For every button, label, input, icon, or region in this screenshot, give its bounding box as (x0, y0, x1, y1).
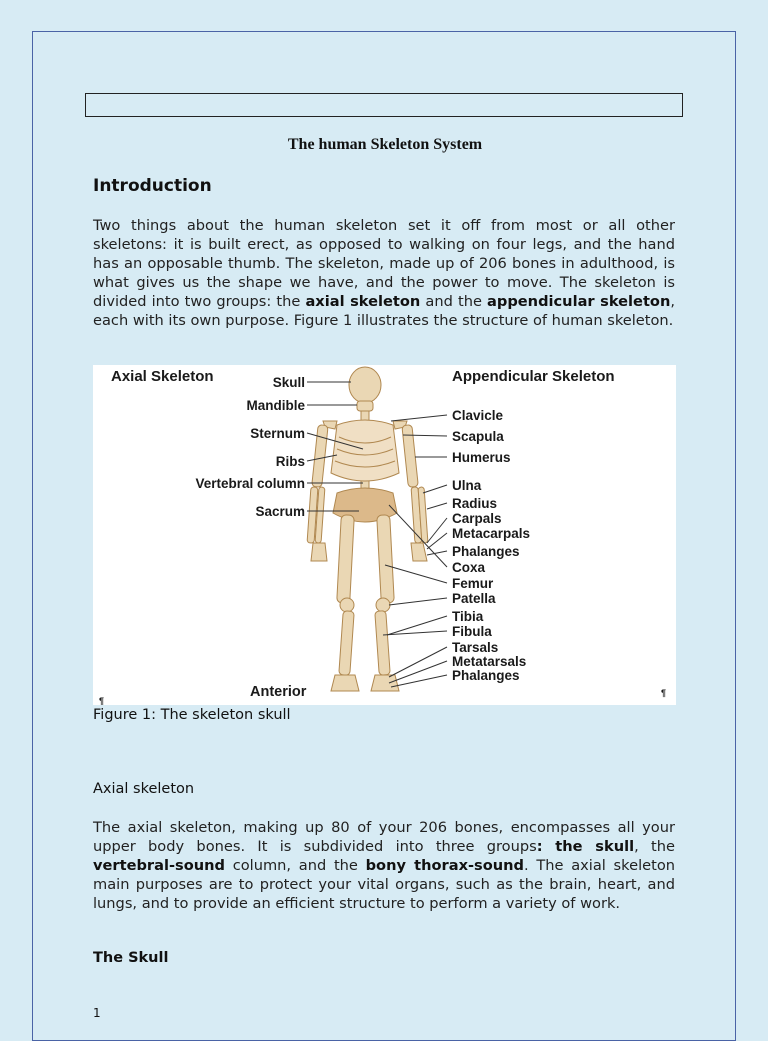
document-title: The human Skeleton System (287, 136, 483, 153)
axial-bold-vertebral: vertebral-sound (93, 857, 225, 874)
intro-heading: Introduction (93, 176, 212, 196)
skeleton-diagram (93, 365, 676, 705)
intro-text-1: Two things about the human skeleton set it off from most or all other skeletons: it is built erect, as opposed to walking on four legs, and the hand has an opposable thumb. The skeleton, made up of 206 bones in adulthood, is what gives us the shape we have, and the power to move. The skeleton is divided into two groups: the (93, 217, 675, 310)
label-coxa: Coxa (452, 560, 486, 575)
label-phalanges-foot: Phalanges (452, 668, 520, 683)
label-humerus: Humerus (452, 450, 511, 465)
skull-heading: The Skull (93, 950, 169, 966)
intro-paragraph (93, 216, 675, 330)
label-vertebral-column: Vertebral column (195, 476, 305, 491)
skeleton-figure (93, 365, 676, 705)
intro-bold-appendicular: appendicular skeleton (487, 293, 671, 310)
label-clavicle: Clavicle (452, 408, 504, 423)
label-sternum: Sternum (250, 426, 305, 441)
axial-text-3: column, and the (224, 857, 366, 874)
skeleton-illustration (307, 367, 428, 691)
axial-heading: Axial skeleton (93, 781, 195, 797)
label-sacrum: Sacrum (255, 504, 305, 519)
header-box (85, 93, 683, 117)
label-fibula: Fibula (452, 624, 492, 639)
label-tarsals: Tarsals (452, 640, 499, 655)
axial-text-2: , the (634, 838, 675, 855)
label-patella: Patella (452, 591, 496, 606)
label-metatarsals: Metatarsals (452, 654, 527, 669)
label-tibia: Tibia (452, 609, 484, 624)
label-radius: Radius (452, 496, 498, 511)
intro-text-2: and the (420, 293, 488, 310)
intro-bold-axial: axial skeleton (305, 293, 421, 310)
label-femur: Femur (452, 576, 494, 591)
pilcrow-left: ¶ (99, 696, 105, 705)
axial-paragraph (93, 818, 675, 913)
label-ulna: Ulna (452, 478, 482, 493)
label-phalanges-hand: Phalanges (452, 544, 520, 559)
label-ribs: Ribs (275, 454, 305, 469)
label-skull: Skull (272, 375, 305, 390)
figure-caption: Figure 1: The skeleton skull (93, 707, 291, 723)
document-page (32, 31, 736, 1041)
axial-skeleton-title: Axial Skeleton (111, 368, 214, 385)
pilcrow-right: ¶ (661, 688, 667, 698)
axial-text-1: The axial skeleton, making up 80 of your 206 bones, encompasses all your upper body bones. It is subdivided into three groups (93, 819, 675, 855)
label-anterior: Anterior (250, 684, 307, 700)
intro-text-3: , each with its own purpose. Figure 1 illustrates the structure of human skeleton. (93, 293, 675, 329)
axial-bold-skull: : the skull (536, 838, 635, 855)
label-mandible: Mandible (246, 398, 305, 413)
page-number: 1 (93, 1006, 101, 1020)
label-carpals: Carpals (452, 511, 502, 526)
label-metacarpals: Metacarpals (452, 526, 531, 541)
axial-bold-thorax: bony thorax-sound (365, 857, 524, 874)
appendicular-skeleton-title: Appendicular Skeleton (452, 368, 615, 385)
axial-text-4: . The axial skeleton main purposes are to protect your vital organs, such as the brain, heart, and lungs, and to provide an efficient structure to perform a variety of work. (93, 857, 675, 912)
label-scapula: Scapula (452, 429, 504, 444)
